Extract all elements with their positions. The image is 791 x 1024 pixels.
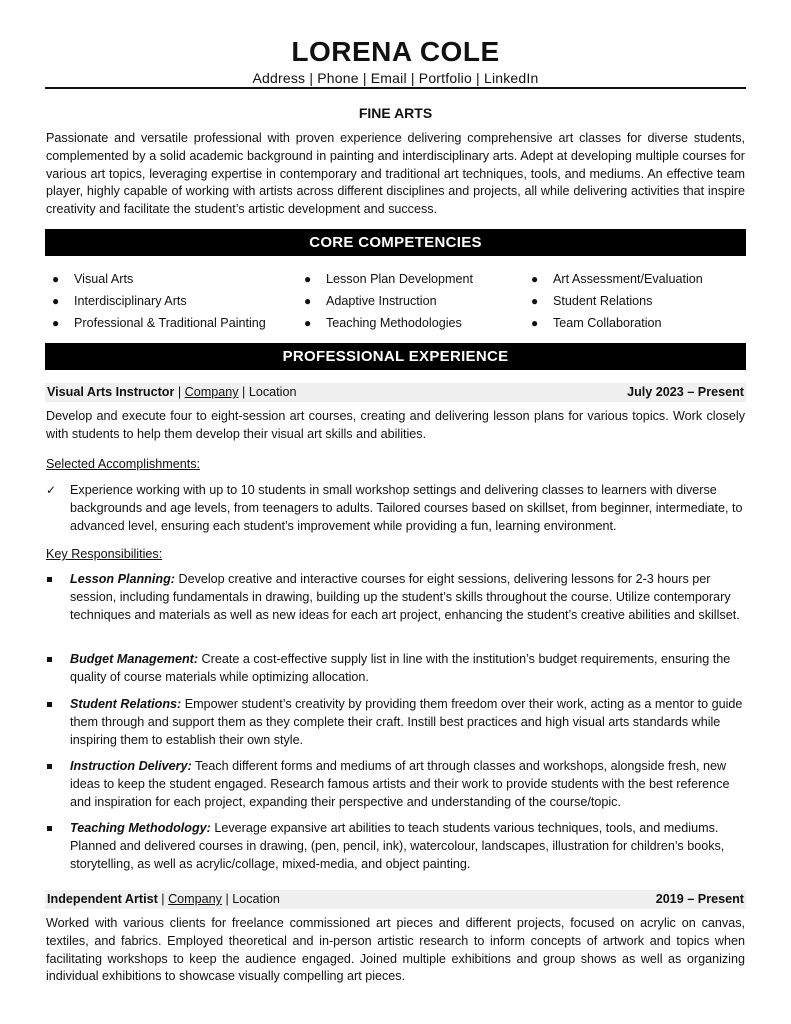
competency-item: ● Student Relations bbox=[531, 294, 653, 308]
bullet-dot-icon: ● bbox=[304, 272, 312, 286]
responsibility-item bbox=[46, 696, 745, 749]
bullet-dot-icon: ● bbox=[531, 316, 539, 330]
professional-experience-heading: PROFESSIONAL EXPERIENCE bbox=[45, 343, 746, 370]
competency-item: ● Professional & Traditional Painting bbox=[52, 316, 266, 330]
job-dates: July 2023 – Present bbox=[627, 385, 744, 399]
bullet-dot-icon: ● bbox=[531, 272, 539, 286]
bullet-dot-icon: ● bbox=[304, 294, 312, 308]
job-dates: 2019 – Present bbox=[655, 892, 744, 906]
bullet-dot-icon: ● bbox=[52, 316, 60, 330]
responsibility-text: Teach different forms and mediums of art through classes and workshops, alongside fresh, new ideas to keep the student engaged. Research famous artists and their work to provide students with the best reference and inspiration for each project, expanding their perspective and understanding of the course/topic. bbox=[70, 759, 730, 809]
job-description: Worked with various clients for freelance commissioned art pieces and different projects, focused on acrylic on canvas, textiles, and fabrics. Employed theoretical and in-person artistic research to inform concepts of artwork and topics when facilitating workshops to keep the audience engaged. Joined multiple exhibitions and group shows as well as organizing individual exhibitions to showcase visually compelling art pieces. bbox=[46, 916, 745, 984]
job-title: Visual Arts Instructor bbox=[47, 385, 175, 399]
job-description: Develop and execute four to eight-session art courses, creating and delivering lesson plans for various topics. Work closely with students to help them develop their visual art skills and abilities. bbox=[46, 409, 745, 441]
responsibilities-heading: Key Responsibilities: bbox=[46, 547, 163, 561]
bullet-dot-icon: ● bbox=[52, 272, 60, 286]
responsibility-title: Lesson Planning: bbox=[70, 572, 175, 586]
square-bullet-icon bbox=[47, 577, 52, 582]
responsibility-text: Create a cost-effective supply list in line with the institution’s budget requirements, ensuring the quality of course materials while optimizing allocation. bbox=[70, 652, 731, 684]
responsibility-item bbox=[46, 651, 745, 687]
competency-column-2 bbox=[298, 270, 473, 336]
square-bullet-icon bbox=[47, 657, 52, 662]
accomplishments-heading: Selected Accomplishments: bbox=[46, 457, 200, 471]
competency-item: ● Interdisciplinary Arts bbox=[52, 294, 187, 308]
job-info bbox=[47, 383, 296, 402]
competency-column-3 bbox=[525, 270, 703, 336]
contact-line: Address | Phone | Email | Portfolio | LinkedIn bbox=[252, 70, 539, 86]
square-bullet-icon bbox=[47, 764, 52, 769]
responsibility-title: Instruction Delivery: bbox=[70, 759, 192, 773]
competency-item: ● Adaptive Instruction bbox=[304, 294, 437, 308]
square-bullet-icon bbox=[47, 702, 52, 707]
accomplishment-item: ✓ Experience working with up to 10 students in small workshop settings and delivering classes to learners with diverse backgrounds and age levels, from teenagers to adults. Tailored courses based on skillset, from beginner, intermediate, to advanced level, ensuring each student’s improvement while providing a fun, learning environment. bbox=[46, 483, 743, 533]
separator: | bbox=[238, 385, 249, 399]
responsibility-item bbox=[46, 820, 745, 873]
job-location: Location bbox=[232, 892, 280, 906]
responsibility-text: Empower student’s creativity by providing them freedom over their work, acting as a mentor to guide them through and support them as they complete their craft. Instill best practices and high visual arts standards while inspiring them to establish their own style. bbox=[70, 697, 743, 747]
competency-item: ● Visual Arts bbox=[52, 272, 134, 286]
responsibility-text: Develop creative and interactive courses for eight sessions, delivering lessons for 2-3 hours per session, including fundamentals in drawing, building up the student’s skills throughout the course. Utilize contemporary techniques and materials as well as new ideas for each art project, enhancing the student’s creative abilities and skillset. bbox=[70, 572, 740, 622]
separator: | bbox=[221, 892, 233, 906]
job-info bbox=[47, 890, 280, 909]
job-header bbox=[45, 890, 746, 909]
competency-item: ● Lesson Plan Development bbox=[304, 272, 474, 286]
responsibility-title: Budget Management: bbox=[70, 652, 199, 666]
job-location: Location bbox=[248, 385, 297, 399]
square-bullet-icon bbox=[47, 826, 52, 831]
header-divider bbox=[45, 87, 746, 89]
responsibility-title: Student Relations: bbox=[70, 697, 182, 711]
core-competencies-heading: CORE COMPETENCIES bbox=[45, 229, 746, 256]
separator: | bbox=[174, 385, 185, 399]
summary-paragraph: Passionate and versatile professional with proven experience delivering comprehensive art classes for diverse students, complemented by a solid academic background in painting and interdisciplinary arts. Adept at developing multiple courses for various art topics, leveraging expertise in contemporary and traditional art techniques, tools, and mediums. An effective team player, highly capable of working with artists across different disciplines and projects, all while delivering activities that inspire creativity and facilitate the student’s artistic development and success. bbox=[46, 131, 745, 217]
bullet-dot-icon: ● bbox=[52, 294, 60, 308]
competency-item: ● Team Collaboration bbox=[531, 316, 662, 330]
bullet-dot-icon: ● bbox=[304, 316, 312, 330]
competency-column-1 bbox=[46, 270, 266, 336]
company-name: Company bbox=[168, 892, 222, 906]
responsibility-item bbox=[46, 758, 745, 811]
responsibility-title: Teaching Methodology: bbox=[70, 821, 211, 835]
responsibility-item bbox=[46, 571, 745, 624]
responsibility-text: Leverage expansive art abilities to teach students various techniques, tools, and mediums. Planned and delivered courses in drawing, (pen, pencil, ink), watercolour, landscapes, illustration for children’s books, storytelling, as well as acrylic/collage, mixed-media, and object painting. bbox=[70, 821, 725, 871]
checkmark-icon: ✓ bbox=[46, 483, 57, 497]
job-title: Independent Artist bbox=[47, 892, 158, 906]
company-name: Company bbox=[184, 385, 239, 399]
competency-item: ● Art Assessment/Evaluation bbox=[531, 272, 703, 286]
bullet-dot-icon: ● bbox=[531, 294, 539, 308]
separator: | bbox=[157, 892, 169, 906]
job-header bbox=[45, 383, 746, 402]
headline: FINE ARTS bbox=[358, 105, 433, 121]
candidate-name: LORENA COLE bbox=[291, 36, 500, 67]
competency-item: ● Teaching Methodologies bbox=[304, 316, 462, 330]
